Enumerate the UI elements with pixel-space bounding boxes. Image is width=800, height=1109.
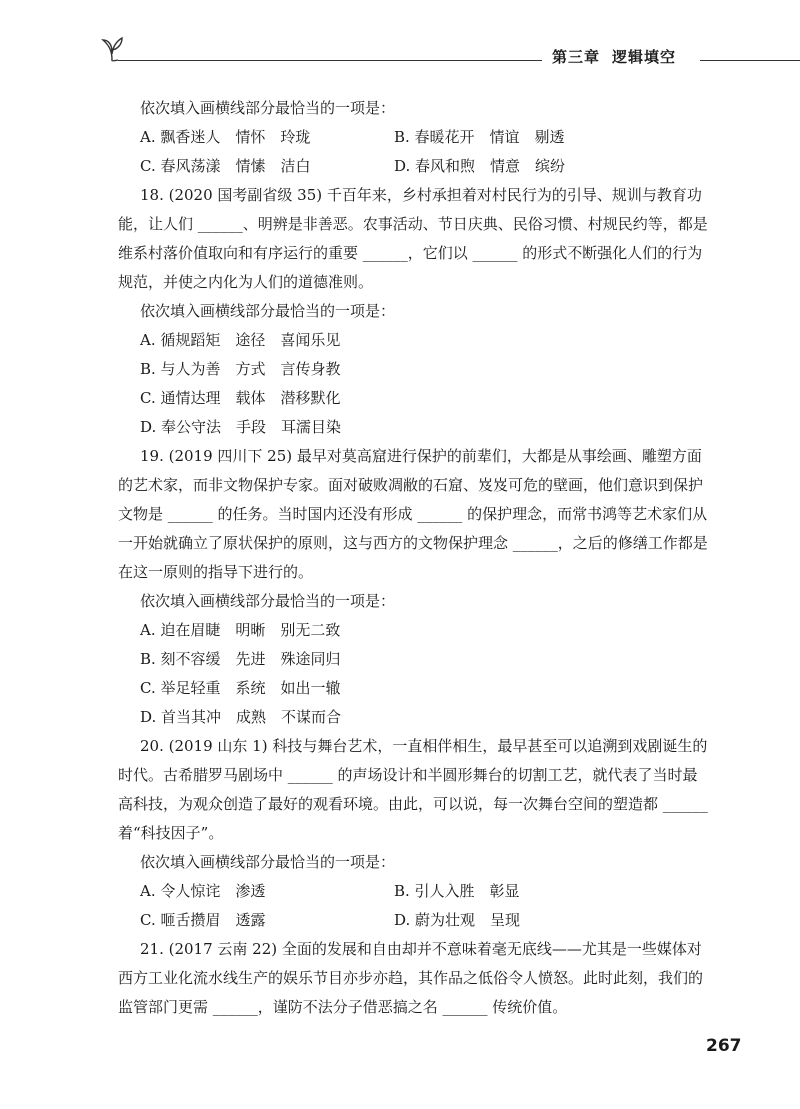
chapter-number: 第三章: [552, 48, 601, 66]
q17-options-row-2: [118, 152, 710, 181]
page-content: [118, 94, 710, 1022]
q17-option-b: B. 春暖花开 情谊 剔透: [394, 128, 565, 146]
q20-option-c: C. 咂舌攒眉 透露: [140, 911, 266, 929]
q20-option-a: A. 令人惊诧 渗透: [140, 882, 266, 900]
q18-option-a: A. 循规蹈矩 途径 喜闻乐见: [140, 331, 341, 349]
q20-option-d: D. 蔚为壮观 呈现: [394, 911, 521, 929]
q20-options-row-2: [118, 906, 710, 935]
q18-option-d: D. 奉公守法 手段 耳濡目染: [140, 418, 342, 436]
q18-option-c: C. 通情达理 载体 潜移默化: [140, 389, 341, 407]
q17-options-row-1: [118, 123, 710, 152]
q18-stem: 依次填入画横线部分最恰当的一项是：: [140, 302, 396, 320]
header-rule-left: [118, 60, 542, 61]
q20-option-b: B. 引人入胜 彰显: [394, 882, 520, 900]
q17-option-d: D. 春风和煦 情意 缤纷: [394, 157, 566, 175]
header-rule-right: [700, 60, 800, 61]
q19-option-b: B. 刻不容缓 先进 殊途同归: [140, 650, 341, 668]
q19-option-d: D. 首当其冲 成熟 不谋而合: [140, 708, 342, 726]
q17-option-a: A. 飘香迷人 情怀 玲珑: [140, 128, 311, 146]
q19-stem: 依次填入画横线部分最恰当的一项是：: [140, 592, 396, 610]
q20-stem: 依次填入画横线部分最恰当的一项是：: [140, 853, 396, 871]
q18-text: 18. (2020 国考副省级 35) 千百年来，乡村承担着对村民行为的引导、规训与教育功能，让人们 ______、明辨是非善恶。农事活动、节日庆典、民俗习惯、村规民约等，都是维系村落价值取向和有序运行的重要 ______，它们以 ______ 的形式不断强化人们的行为规范，并使之内化为人们的道德准则。: [118, 186, 708, 291]
page-number: 267: [706, 1036, 742, 1056]
q21-text: 21. (2017 云南 22) 全面的发展和自由却并不意味着毫无底线——尤其是一些媒体对西方工业化流水线生产的娱乐节目亦步亦趋，其作品之低俗令人愤怒。此时此刻，我们的监管部门更需 ______，谨防不法分子借恶搞之名 ______ 传统价值。: [118, 940, 704, 1016]
q19-option-c: C. 举足轻重 系统 如出一辙: [140, 679, 341, 697]
q17-option-c: C. 春风荡漾 情愫 洁白: [140, 157, 311, 175]
page-header: [0, 0, 800, 80]
chapter-title: 逻辑填空: [612, 48, 677, 66]
q19-text: 19. (2019 四川下 25) 最早对莫高窟进行保护的前辈们，大都是从事绘画、雕塑方面的艺术家，而非文物保护专家。面对破败凋敝的石窟、岌岌可危的壁画，他们意识到保护文物是 ______ 的任务。当时国内还没有形成 ______ 的保护理念，而常书鸿等艺术家们从一开始就确立了原状保护的原则，这与西方的文物保护理念 ______，之后的修缮工作都是在这一原则的指导下进行的。: [118, 447, 708, 581]
q20-options-row-1: [118, 877, 710, 906]
q20-text: 20. (2019 山东 1) 科技与舞台艺术，一直相伴相生，最早甚至可以追溯到戏剧诞生的时代。古希腊罗马剧场中 ______ 的声场设计和半圆形舞台的切割工艺，就代表了当时最高科技，为观众创造了最好的观看环境。由此，可以说，每一次舞台空间的塑造都 ______ 着“科技因子”。: [118, 737, 708, 842]
q19-option-a: A. 迫在眉睫 明晰 别无二致: [140, 621, 341, 639]
q18-option-b: B. 与人为善 方式 言传身教: [140, 360, 341, 378]
leaf-icon: [100, 34, 124, 62]
q17-stem: 依次填入画横线部分最恰当的一项是：: [140, 99, 396, 117]
chapter-heading: [552, 46, 676, 67]
